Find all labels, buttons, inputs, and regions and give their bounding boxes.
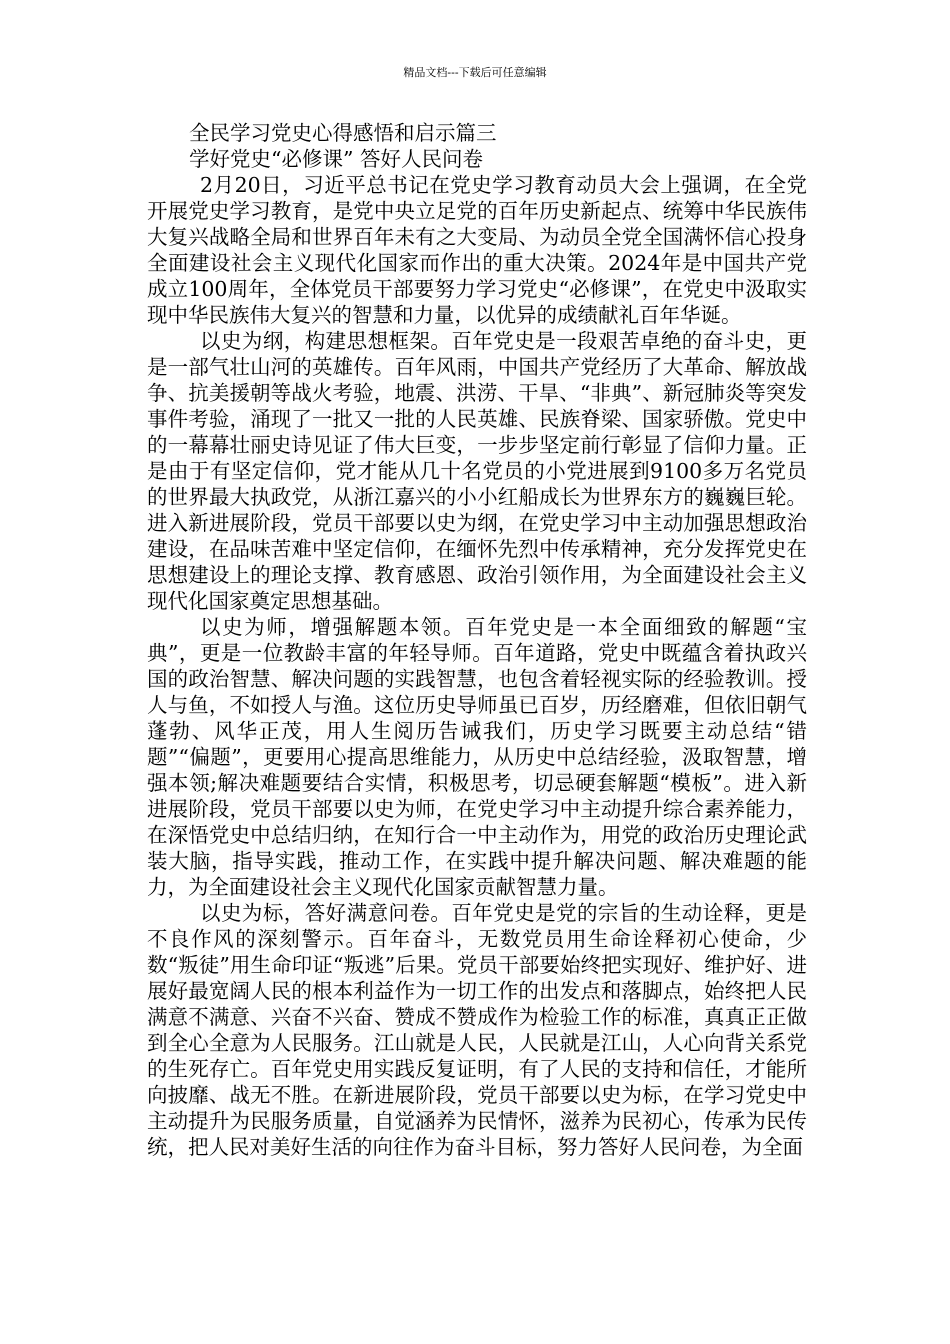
document-title: 全民学习党史心得感悟和启示篇三 xyxy=(189,121,497,145)
paragraph-history-as-standard: 以史为标，答好满意问卷。百年党史是党的宗旨的生动诠释，更是不良作风的深刻警示。百年奋斗，无数党员用生命诠释初心使命，少数“叛徒”用生命印证“叛逃”后果。党员干部要始终把实现好、维护好、进展好最宽阔人民的根本利益作为一切工作的出发点和落脚点，始终把人民满意不满意、兴奋不兴奋、赞成不赞成作为检验工作的标准，真真正正做到全心全意为人民服务。江山就是人民，人民就是江山，人心向背关系党的生死存亡。百年党史用实践反复证明，有了人民的支持和信任，才能所向披靡、战无不胜。在新进展阶段，党员干部要以史为标，在学习党史中主动提升为民服务质量，自觉涵养为民情怀，滋养为民初心，传承为民传统，把人民对美好生活的向往作为奋斗目标，努力答好人民问卷，为全面 xyxy=(147,901,807,1159)
paragraph-history-as-teacher: 以史为师，增强解题本领。百年党史是一本全面细致的解题“宝典”，更是一位教龄丰富的年轻导师。百年道路，党史中既蕴含着执政兴国的政治智慧、解决问题的实践智慧，也包含着轻视实际的经验教训。授人与鱼，不如授人与渔。这位历史导师虽已百岁，历经磨难，但依旧朝气蓬勃、风华正茂，用人生阅历告诫我们，历史学习既要主动总结“错题”“偏题”，更要用心提高思维能力，从历史中总结经验，汲取智慧，增强本领;解决难题要结合实情，积极思考，切忌硬套解题“模板”。进入新进展阶段，党员干部要以史为师，在党史学习中主动提升综合素养能力，在深悟党史中总结归纳，在知行合一中主动作为，用党的政治历史理论武装大脑，指导实践，推动工作，在实践中提升解决问题、解决难题的能力，为全面建设社会主义现代化国家贡献智慧力量。 xyxy=(147,615,807,899)
document-subtitle: 学好党史“必修课” 答好人民问卷 xyxy=(189,147,483,171)
page-header: 精品文档---下载后可任意编辑 xyxy=(403,66,547,79)
paragraph-history-as-framework: 以史为纲，构建思想框架。百年党史是一段艰苦卓绝的奋斗史，更是一部气壮山河的英雄传。百年风雨，中国共产党经历了大革命、解放战争、抗美援朝等战火考验，地震、洪涝、干旱、“非典”、新冠肺炎等突发事件考验，涌现了一批又一批的人民英雄、民族脊梁、国家骄傲。党史中的一幕幕壮丽史诗见证了伟大巨变，一步步坚定前行彰显了信仰力量。正是由于有坚定信仰，党才能从几十名党员的小党进展到9100多万名党员的世界最大执政党，从浙江嘉兴的小小红船成长为世界东方的巍巍巨轮。进入新进展阶段，党员干部要以史为纲，在党史学习中主动加强思想政治建设，在品味苦难中坚定信仰，在缅怀先烈中传承精神，充分发挥党史在思想建设上的理论支撑、教育感恩、政治引领作用，为全面建设社会主义现代化国家奠定思想基础。 xyxy=(147,329,807,613)
document-body xyxy=(147,120,807,1160)
paragraph-intro: 2月20日，习近平总书记在党史学习教育动员大会上强调，在全党开展党史学习教育，是党中央立足党的百年历史新起点、统筹中华民族伟大复兴战略全局和世界百年未有之大变局、为动员全党全国满怀信心投身全面建设社会主义现代化国家而作出的重大决策。2024年是中国共产党成立100周年，全体党员干部要努力学习党史“必修课”，在党史中汲取实现中华民族伟大复兴的智慧和力量，以优异的成绩献礼百年华诞。 xyxy=(147,173,807,327)
